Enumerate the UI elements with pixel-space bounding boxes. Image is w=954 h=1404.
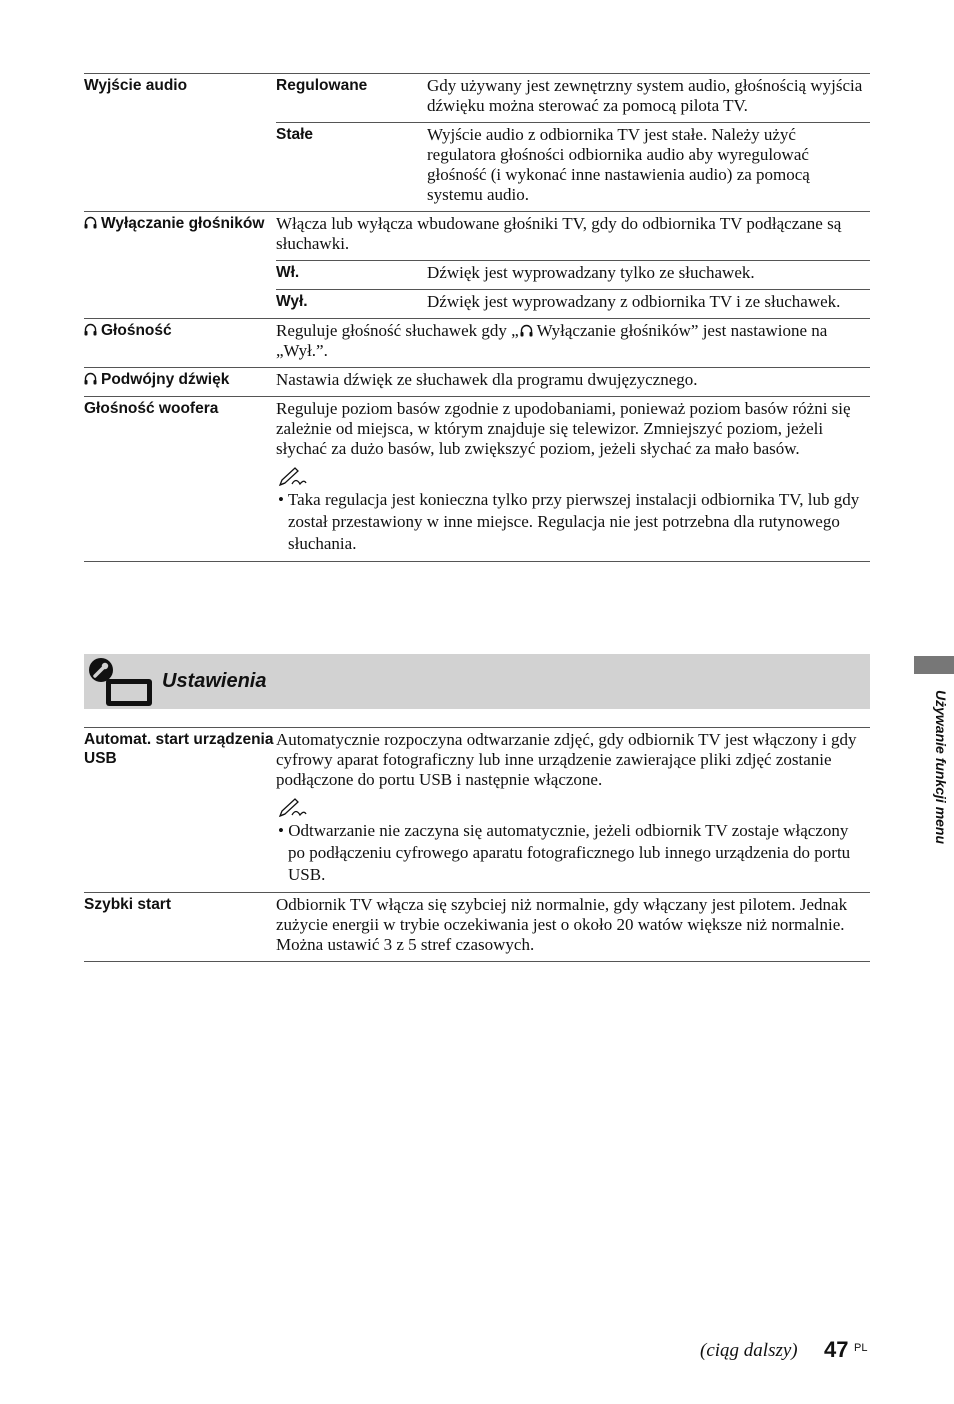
row-headphone-dual: [84, 367, 870, 396]
headphones-icon: [84, 372, 97, 385]
section-title: Ustawienia: [162, 670, 267, 692]
side-tab-label: Używanie funkcji menu: [933, 690, 949, 845]
row-desc: Odbiornik TV włącza się szybciej niż normalnie, gdy włączany jest pilotem. Jednak zużycie energii w trybie oczekiwania jest o około 20 watów większe niż normalnie. Można ustawić 3 z 5 stref czasowych.: [276, 895, 848, 954]
note-pencil-icon: [278, 467, 308, 487]
row-speaker-off: [84, 211, 870, 318]
headphones-icon: [84, 323, 97, 336]
row-label: Wyłączanie głośników: [101, 215, 265, 232]
row-desc: Reguluje głośność słuchawek gdy „ Wyłączanie głośników” jest nastawione na „Wył.”.: [276, 321, 828, 360]
row-desc: Reguluje poziom basów zgodnie z upodobaniami, ponieważ poziom basów różni się zależnie od miejsca, w którym znajduje się telewizor. Zmniejszyć poziom, jeżeli słychać za dużo basów, lub zwiększyć poziom, jeżeli słychać za mało basów.: [276, 399, 851, 458]
row-label: Szybki start: [84, 896, 172, 913]
row-desc: Włącza lub wyłącza wbudowane głośniki TV, gdy do odbiornika TV podłączane są słuchawki.: [276, 214, 842, 253]
settings-wrench-icon: [88, 657, 152, 707]
row-label: Głośność woofera: [84, 400, 219, 417]
headphones-icon: [520, 324, 533, 337]
note-item: • Taka regulacja jest konieczna tylko przy pierwszej instalacji odbiornika TV, lub gdy został przestawiony w inne miejsce. Regulacja nie jest potrzebna dla rutynowego słuchania.: [278, 490, 860, 553]
side-tab-marker: [914, 656, 954, 674]
row-label: Podwójny dźwięk: [101, 371, 230, 388]
row-quick-start: [84, 892, 870, 962]
row-usb-auto-start: [84, 727, 870, 892]
sub-label: Stałe: [276, 126, 314, 143]
sub-row-fixed: [276, 122, 870, 211]
sub-label: Wył.: [276, 293, 308, 310]
headphones-icon: [84, 216, 97, 229]
sub-label: Regulowane: [276, 77, 368, 94]
row-label: Wyjście audio: [84, 77, 188, 94]
row-woofer: [84, 396, 870, 562]
settings-table: [84, 727, 870, 962]
sub-desc: Wyjście audio z odbiornika TV jest stałe. Należy użyć regulatora głośności odbiornika audio aby wyregulować głośność (i wykonać inne nastawienia audio) za pomocą systemu audio.: [427, 125, 810, 204]
note-pencil-icon: [278, 798, 308, 818]
row-label: Automat. start urządzenia USB: [84, 731, 274, 767]
row-label: Głośność: [101, 322, 172, 339]
sub-desc: Dźwięk jest wyprowadzany tylko ze słuchawek.: [427, 263, 755, 282]
row-audio-out: [84, 73, 870, 211]
row-headphone-volume: [84, 318, 870, 367]
section-header: [84, 654, 870, 709]
sub-desc: Gdy używany jest zewnętrzny system audio, głośnością wyjścia dźwięku można sterować za pomocą pilota TV.: [427, 76, 863, 115]
sub-desc: Dźwięk jest wyprowadzany z odbiornika TV i ze słuchawek.: [427, 292, 841, 311]
row-desc: Automatycznie rozpoczyna odtwarzanie zdjęć, gdy odbiornik TV jest włączony i gdy cyfrowy aparat fotograficzny lub inne urządzenie zawierające pliki zdjęć zostanie podłączone do portu USB i następnie włączone.: [276, 730, 857, 789]
sub-row-regulated: [276, 74, 870, 122]
language-code: PL: [854, 1342, 868, 1354]
sub-row-off: [276, 289, 870, 318]
page-number: 47: [824, 1337, 849, 1362]
sub-row-on: [276, 260, 870, 289]
note-item: • Odtwarzanie nie zaczyna się automatycznie, jeżeli odbiornik TV zostaje włączony po podłączeniu cyfrowego aparatu fotograficznego lub innego urządzenia do portu USB.: [278, 821, 851, 884]
audio-settings-table: [84, 73, 870, 562]
continued-label: (ciąg dalszy): [700, 1340, 798, 1361]
sub-label: Wł.: [276, 264, 300, 281]
row-desc: Nastawia dźwięk ze słuchawek dla programu dwujęzycznego.: [276, 370, 698, 389]
